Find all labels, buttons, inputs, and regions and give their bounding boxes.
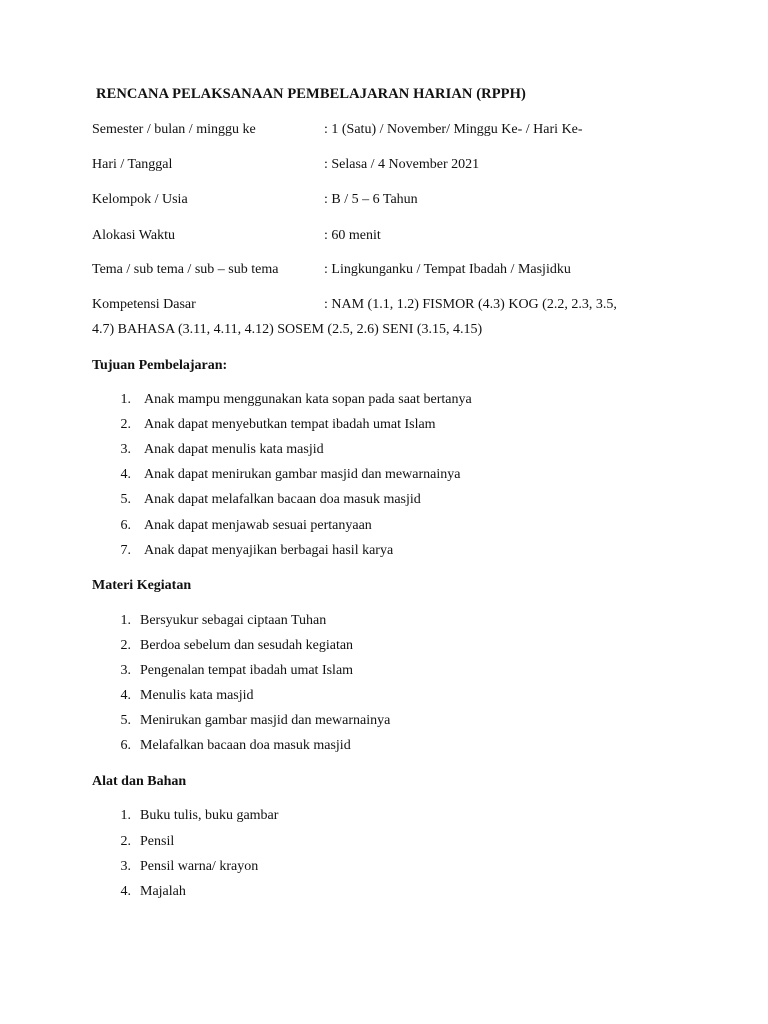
list-number: 4. xyxy=(120,688,131,703)
info-label: Kelompok / Usia xyxy=(92,192,188,207)
list-number: 6. xyxy=(120,738,131,753)
list-text: Berdoa sebelum dan sesudah kegiatan xyxy=(140,638,354,653)
list-text: Majalah xyxy=(140,884,186,899)
list-text: Menulis kata masjid xyxy=(140,688,254,703)
info-row-kelompok-usia xyxy=(92,192,692,212)
list-number: 7. xyxy=(120,543,131,558)
kompetensi-dasar-continuation: 4.7) BAHASA (3.11, 4.11, 4.12) SOSEM (2.5, 2.6) SENI (3.15, 4.15) xyxy=(92,322,483,337)
list-number: 1. xyxy=(120,808,131,823)
list-number: 3. xyxy=(120,859,131,874)
list-text: Anak dapat menirukan gambar masjid dan mewarnainya xyxy=(144,467,461,482)
info-value: : 60 menit xyxy=(324,228,381,243)
list-text: Melafalkan bacaan doa masuk masjid xyxy=(140,738,351,753)
info-label: Hari / Tanggal xyxy=(92,157,173,172)
info-value: : NAM (1.1, 1.2) FISMOR (4.3) KOG (2.2, 2.3, 3.5, xyxy=(324,297,617,312)
list-text: Menirukan gambar masjid dan mewarnainya xyxy=(140,713,391,728)
list-text: Anak dapat menyebutkan tempat ibadah umat Islam xyxy=(144,417,436,432)
info-row-hari-tanggal xyxy=(92,157,692,177)
list-number: 4. xyxy=(120,884,131,899)
list-text: Anak mampu menggunakan kata sopan pada saat bertanya xyxy=(144,392,472,407)
info-value: : B / 5 – 6 Tahun xyxy=(324,192,418,207)
list-text: Pengenalan tempat ibadah umat Islam xyxy=(140,663,354,678)
info-label: Kompetensi Dasar xyxy=(92,297,196,312)
section-heading-tujuan: Tujuan Pembelajaran: xyxy=(92,358,228,373)
list-number: 2. xyxy=(120,834,131,849)
list-text: Buku tulis, buku gambar xyxy=(140,808,279,823)
list-number: 5. xyxy=(120,492,131,507)
info-row-semester xyxy=(92,122,692,142)
list-text: Anak dapat melafalkan bacaan doa masuk masjid xyxy=(144,492,421,507)
info-label: Semester / bulan / minggu ke xyxy=(92,122,256,137)
document-title: RENCANA PELAKSANAAN PEMBELAJARAN HARIAN (RPPH) xyxy=(96,86,526,102)
list-number: 1. xyxy=(120,392,131,407)
info-value: : Lingkunganku / Tempat Ibadah / Masjidku xyxy=(324,262,571,277)
info-value: : 1 (Satu) / November/ Minggu Ke- / Hari Ke- xyxy=(324,122,583,137)
list-number: 6. xyxy=(120,518,131,533)
list-text: Anak dapat menulis kata masjid xyxy=(144,442,324,457)
list-number: 2. xyxy=(120,417,131,432)
info-row-tema xyxy=(92,262,692,282)
info-row-kompetensi-dasar xyxy=(92,297,692,317)
list-text: Pensil warna/ krayon xyxy=(140,859,259,874)
info-value: : Selasa / 4 November 2021 xyxy=(324,157,480,172)
list-text: Anak dapat menjawab sesuai pertanyaan xyxy=(144,518,372,533)
section-heading-alat: Alat dan Bahan xyxy=(92,774,187,789)
list-number: 4. xyxy=(120,467,131,482)
info-row-alokasi-waktu xyxy=(92,228,692,248)
list-number: 2. xyxy=(120,638,131,653)
list-text: Bersyukur sebagai ciptaan Tuhan xyxy=(140,613,327,628)
list-text: Pensil xyxy=(140,834,175,849)
list-text: Anak dapat menyajikan berbagai hasil karya xyxy=(144,543,394,558)
section-heading-materi: Materi Kegiatan xyxy=(92,578,192,593)
list-number: 3. xyxy=(120,442,131,457)
list-number: 5. xyxy=(120,713,131,728)
info-label: Alokasi Waktu xyxy=(92,228,175,243)
list-number: 1. xyxy=(120,613,131,628)
list-number: 3. xyxy=(120,663,131,678)
info-label: Tema / sub tema / sub – sub tema xyxy=(92,262,279,277)
